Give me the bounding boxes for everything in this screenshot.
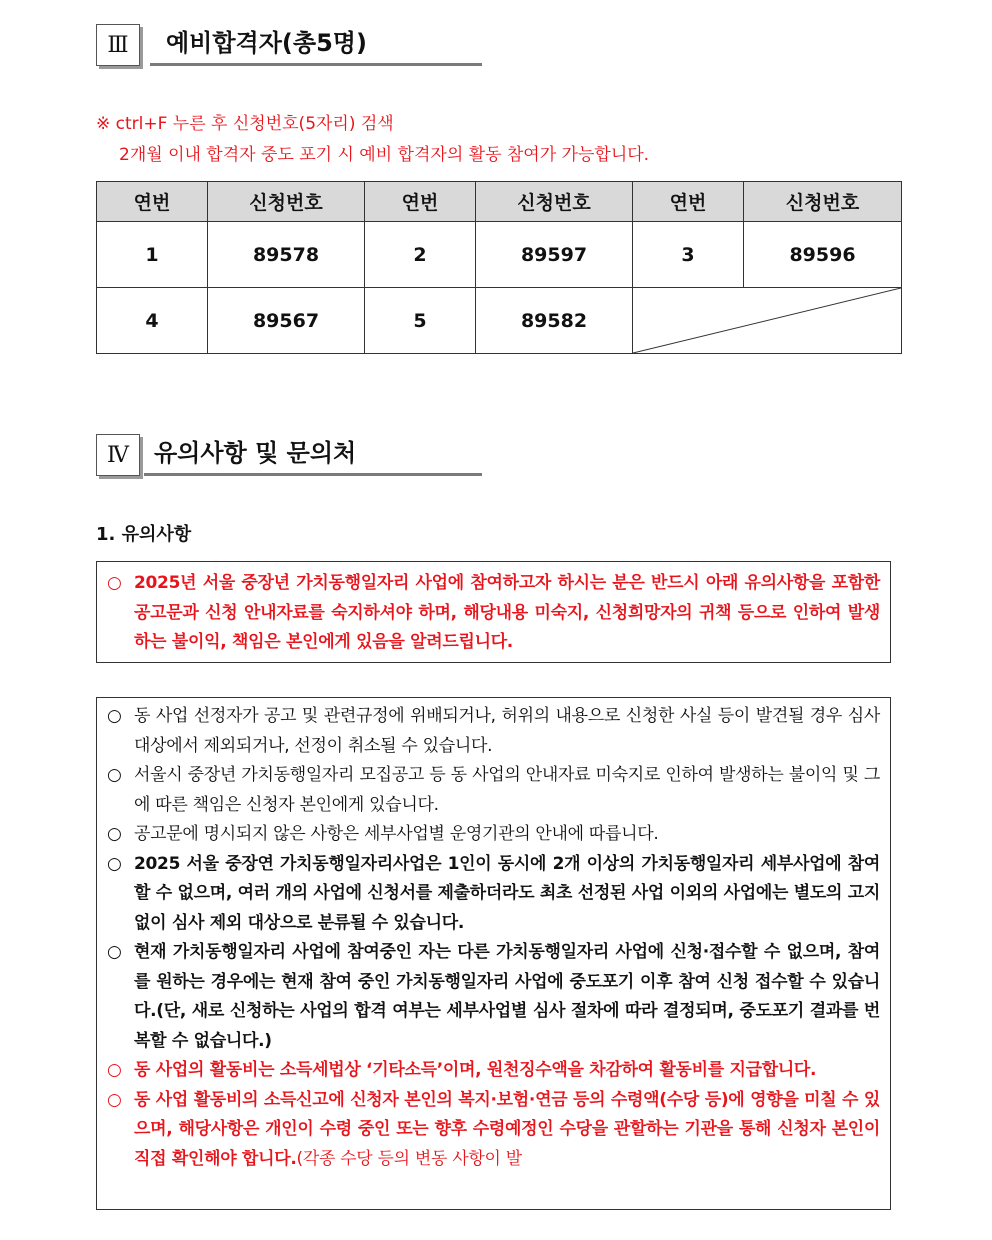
item-text: 2025 서울 중장연 가치동행일자리사업은 1인이 동시에 2개 이상의 가치동행일자리 세부사업에 참여할 수 없으며, 여러 개의 사업에 신청서를 제출하더라도 최초 선정된 사업 이외의 사업에는 별도의 고지 없이 심사 제외 대상으로 분류될 수 있습니다. bbox=[134, 853, 880, 933]
empty-cell bbox=[633, 288, 902, 354]
list-item bbox=[107, 938, 880, 1056]
bullet-circle-icon: ○ bbox=[107, 573, 122, 593]
section-3-roman: Ⅲ bbox=[96, 24, 140, 66]
highlight-item bbox=[107, 569, 880, 658]
reserve-table bbox=[96, 181, 902, 354]
cell-no: 2 bbox=[365, 222, 476, 288]
cell-no: 4 bbox=[97, 288, 208, 354]
header-no-1: 연번 bbox=[97, 182, 208, 222]
item-text: 동 사업의 활동비는 소득세법상 ‘기타소득’이며, 원천징수액을 차감하여 활동비를 지급합니다. bbox=[134, 1060, 817, 1080]
table-row bbox=[97, 288, 902, 354]
list-item bbox=[107, 702, 880, 761]
cell-no: 1 bbox=[97, 222, 208, 288]
bullet-circle-icon: ○ bbox=[107, 853, 122, 874]
cell-no: 5 bbox=[365, 288, 476, 354]
list-item bbox=[107, 761, 880, 820]
list-item bbox=[107, 850, 880, 939]
cell-id: 89597 bbox=[476, 222, 633, 288]
diagonal-line bbox=[633, 288, 901, 353]
header-no-2: 연번 bbox=[365, 182, 476, 222]
item-text: 현재 가치동행일자리 사업에 참여중인 자는 다른 가치동행일자리 사업에 신청·접수할 수 없으며, 참여를 원하는 경우에는 현재 참여 중인 가치동행일자리 사업에 중도포기 이후 참여 신청 접수할 수 있습니다.(단, 새로 신청하는 사업의 합격 여부는 세부사업별 심사 절차에 따라 결정되며, 중도포기 결과를 번복할 수 없습니다.) bbox=[134, 942, 880, 1051]
list-item bbox=[107, 1086, 880, 1175]
bullet-circle-icon: ○ bbox=[107, 942, 122, 962]
notice-box bbox=[96, 697, 891, 1210]
bullet-circle-icon: ○ bbox=[107, 706, 122, 726]
table-row bbox=[97, 222, 902, 288]
header-id-2: 신청번호 bbox=[476, 182, 633, 222]
cell-id: 89567 bbox=[208, 288, 365, 354]
cell-id: 89596 bbox=[744, 222, 902, 288]
cell-id: 89578 bbox=[208, 222, 365, 288]
list-item bbox=[107, 1056, 880, 1086]
reserve-note: 2개월 이내 합격자 중도 포기 시 예비 합격자의 활동 참여가 가능합니다. bbox=[119, 145, 650, 165]
item-text: 서울시 중장년 가치동행일자리 모집공고 등 동 사업의 안내자료 미숙지로 인하여 발생하는 불이익 및 그에 따른 책임은 신청자 본인에게 있습니다. bbox=[134, 765, 880, 815]
cell-no: 3 bbox=[633, 222, 744, 288]
item-text: 동 사업 선정자가 공고 및 관련규정에 위배되거나, 허위의 내용으로 신청한 사실 등이 발견될 경우 심사대상에서 제외되거나, 선정이 취소될 수 있습니다. bbox=[134, 706, 880, 756]
item-text: 공고문에 명시되지 않은 사항은 세부사업별 운영기관의 안내에 따릅니다. bbox=[134, 824, 659, 844]
header-id-3: 신청번호 bbox=[744, 182, 902, 222]
header-id-1: 신청번호 bbox=[208, 182, 365, 222]
header-no-3: 연번 bbox=[633, 182, 744, 222]
item-text-bold: 동 사업 활동비의 소득신고에 신청자 본인의 복지·보험·연금 등의 수령액(수당 등)에 영향을 미칠 수 있으며, 해당사항은 개인이 수령 중인 또는 향후 수령예정인 수당을 관할하는 기관을 통해 신청자 본인이 직접 확인해야 합니다. bbox=[134, 1089, 880, 1169]
highlight-box bbox=[96, 561, 891, 663]
item-text-rest: (각종 수당 등의 변동 사항이 발 bbox=[296, 1148, 522, 1169]
bullet-circle-icon: ○ bbox=[107, 765, 122, 785]
section-4-roman: Ⅳ bbox=[96, 434, 140, 476]
section-4-title: 유의사항 및 문의처 bbox=[144, 434, 482, 476]
highlight-text: 2025년 서울 중장년 가치동행일자리 사업에 참여하고자 하시는 분은 반드시 아래 유의사항을 포함한 공고문과 신청 안내자료를 숙지하셔야 하며, 해당내용 미숙지, 신청희망자의 귀책 등으로 인하여 발생하는 불이익, 책임은 본인에게 있음을 알려드립니다. bbox=[134, 573, 880, 652]
bullet-circle-icon: ○ bbox=[107, 824, 122, 844]
subsection-title: 1. 유의사항 bbox=[96, 524, 192, 545]
cell-id: 89582 bbox=[476, 288, 633, 354]
list-item bbox=[107, 820, 880, 850]
search-note: ※ ctrl+F 누른 후 신청번호(5자리) 검색 bbox=[96, 114, 394, 134]
bullet-circle-icon: ○ bbox=[107, 1089, 122, 1110]
section-3-title: 예비합격자(총5명) bbox=[150, 24, 482, 66]
bullet-circle-icon: ○ bbox=[107, 1060, 122, 1080]
table-header-row bbox=[97, 182, 902, 222]
